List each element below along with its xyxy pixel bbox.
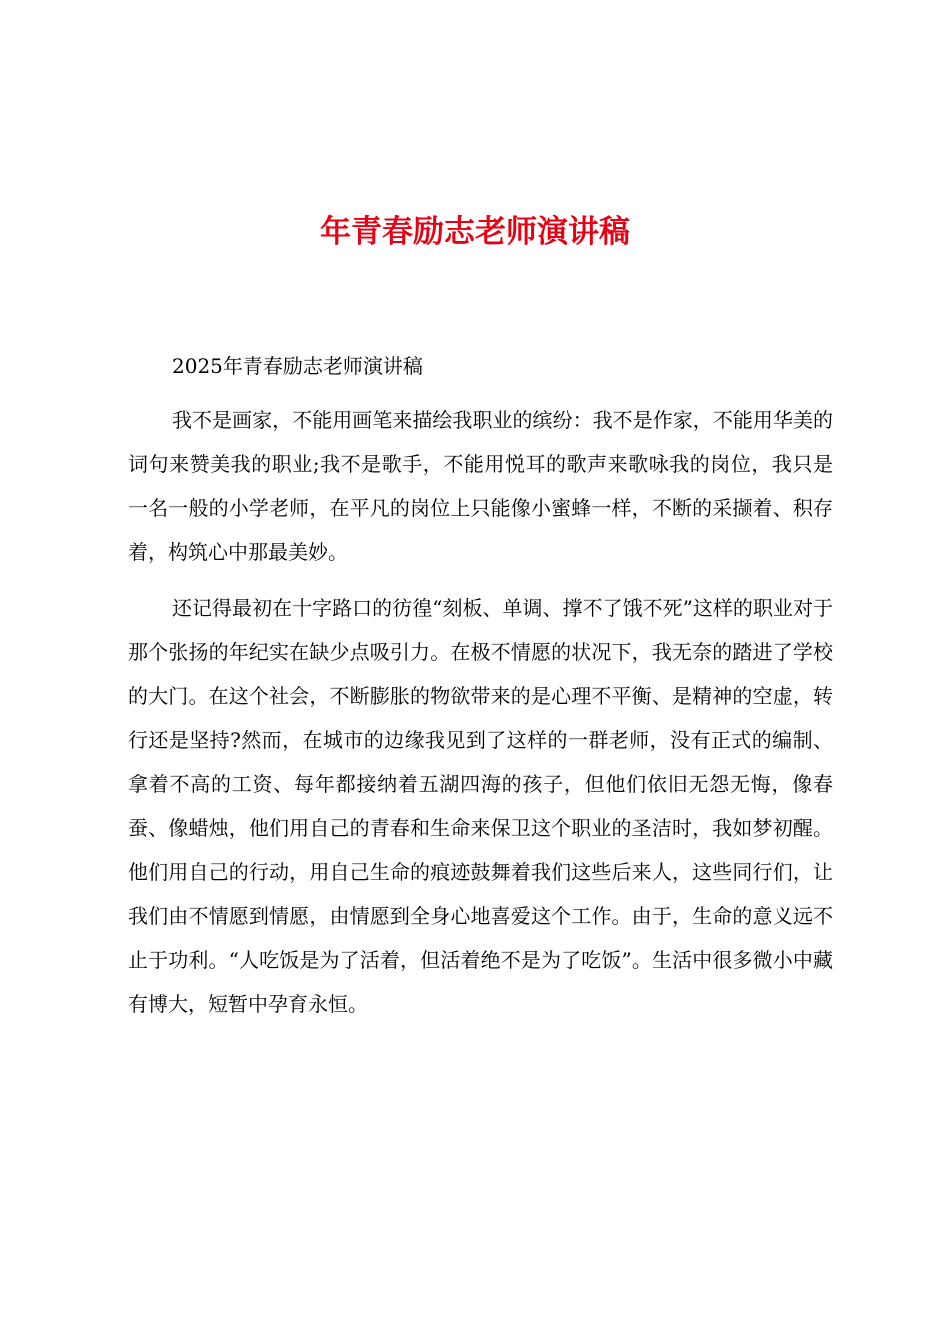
paragraph-1: 我不是画家，不能用画笔来描绘我职业的缤纷：我不是作家，不能用华美的词句来赞美我的职业;我不是歌手，不能用悦耳的歌声来歌咏我的岗位，我只是一名一般的小学老师，在平凡的岗位上只能像小蜜蜂一样，不断的采撷着、积存着，构筑心中那最美妙。 [128, 408, 833, 564]
document-subtitle: 2025年青春励志老师演讲稿 [172, 354, 423, 378]
document-body [128, 344, 833, 1038]
paragraph-2: 还记得最初在十字路口的彷徨“刻板、单调、撑不了饿不死”这样的职业对于那个张扬的年纪实在缺少点吸引力。在极不情愿的状况下，我无奈的踏进了学校的大门。在这个社会，不断膨胀的物欲带来的是心理不平衡、是精神的空虚，转行还是坚持?然而，在城市的边缘我见到了这样的一群老师，没有正式的编制、拿着不高的工资、每年都接纳着五湖四海的孩子，但他们依旧无怨无悔，像春蚕、像蜡烛，他们用自己的青春和生命来保卫这个职业的圣洁时，我如梦初醒。他们用自己的行动，用自己生命的痕迹鼓舞着我们这些后来人，这些同行们，让我们由不情愿到情愿，由情愿到全身心地喜爱这个工作。由于，生命的意义远不止于功利。“人吃饭是为了活着，但活着绝不是为了吃饭”。生活中很多微小中藏有博大，短暂中孕育永恒。 [128, 596, 833, 1016]
document-title: 年青春励志老师演讲稿 [320, 214, 630, 250]
